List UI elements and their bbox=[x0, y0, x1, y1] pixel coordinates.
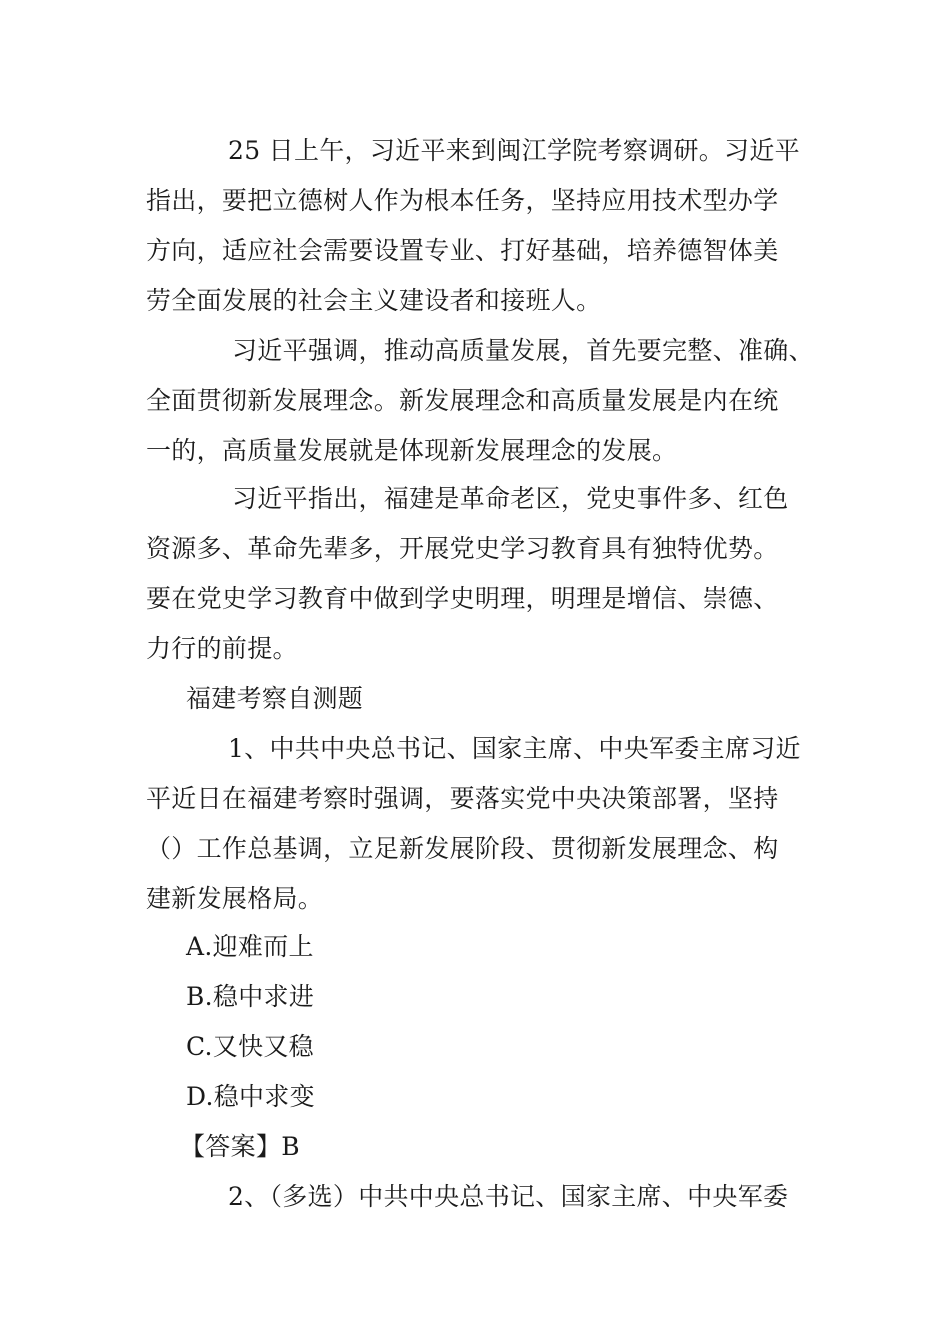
paragraph-3-line-2: 资源多、革命先辈多，开展党史学习教育具有独特优势。 bbox=[146, 534, 779, 563]
paragraph-1-line-3: 方向，适应社会需要设置专业、打好基础，培养德智体美 bbox=[146, 236, 779, 265]
paragraph-3-line-4: 力行的前提。 bbox=[146, 634, 298, 663]
paragraph-2-line-1: 习近平强调，推动高质量发展，首先要完整、准确、 bbox=[232, 336, 814, 365]
question-1-line-1: 1、中共中央总书记、国家主席、中央军委主席习近 bbox=[228, 734, 801, 763]
question-1-line-4: 建新发展格局。 bbox=[146, 884, 324, 913]
answer-label: 【答案】B bbox=[180, 1132, 300, 1161]
paragraph-2-line-3: 一的，高质量发展就是体现新发展理念的发展。 bbox=[146, 436, 678, 465]
section-title: 福建考察自测题 bbox=[186, 684, 364, 713]
question-1-line-2: 平近日在福建考察时强调，要落实党中央决策部署，坚持 bbox=[146, 784, 779, 813]
paragraph-3-line-1: 习近平指出，福建是革命老区，党史事件多、红色 bbox=[232, 484, 789, 513]
option-c: C.又快又稳 bbox=[186, 1032, 314, 1061]
option-b: B.稳中求进 bbox=[186, 982, 315, 1011]
option-d: D.稳中求变 bbox=[186, 1082, 315, 1111]
paragraph-2-line-2: 全面贯彻新发展理念。新发展理念和高质量发展是内在统 bbox=[146, 386, 779, 415]
paragraph-1-line-2: 指出，要把立德树人作为根本任务，坚持应用技术型办学 bbox=[146, 186, 779, 215]
paragraph-1-line-4: 劳全面发展的社会主义建设者和接班人。 bbox=[146, 286, 602, 315]
question-1-line-3: （）工作总基调，立足新发展阶段、贯彻新发展理念、构 bbox=[146, 834, 779, 863]
paragraph-1-line-1: 25 日上午，习近平来到闽江学院考察调研。习近平 bbox=[228, 136, 800, 165]
option-a: A.迎难而上 bbox=[186, 932, 314, 961]
paragraph-3-line-3: 要在党史学习教育中做到学史明理，明理是增信、崇德、 bbox=[146, 584, 779, 613]
question-2-line-1: 2、（多选）中共中央总书记、国家主席、中央军委 bbox=[228, 1182, 789, 1211]
